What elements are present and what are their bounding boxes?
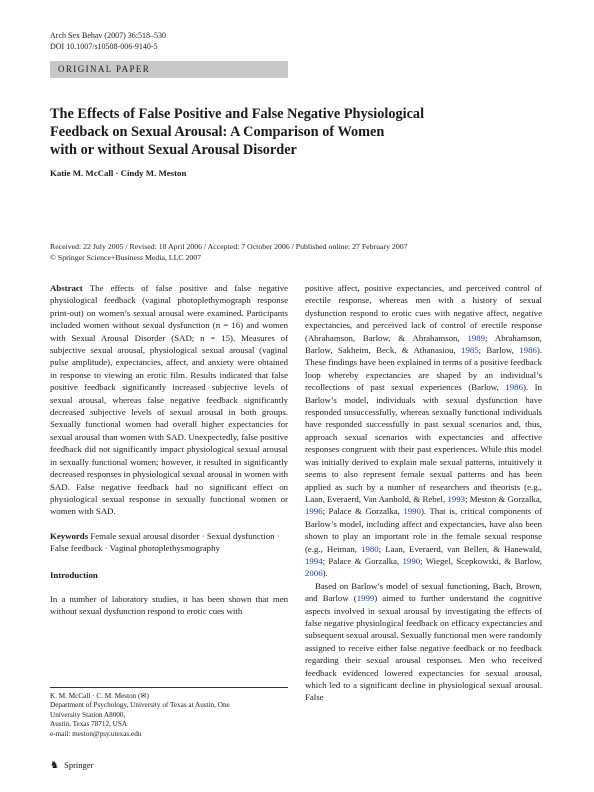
introduction-text-left: In a number of laboratory studies, it has been shown that men without sexual dysfunction respond to erotic cues with bbox=[50, 593, 288, 617]
journal-meta bbox=[50, 30, 166, 52]
author-affiliation bbox=[50, 692, 230, 739]
section-label: ORIGINAL PAPER bbox=[58, 64, 151, 74]
abstract-label: Abstract bbox=[50, 283, 83, 293]
title-line-3: with or without Sexual Arousal Disorder bbox=[50, 142, 297, 158]
paper-title bbox=[50, 105, 510, 159]
title-line-1: The Effects of False Positive and False Negative Physiological bbox=[50, 106, 425, 122]
doi: DOI 10.1007/s10508-006-9140-5 bbox=[50, 42, 158, 51]
citation-link[interactable]: 2006 bbox=[305, 568, 323, 579]
received-dates: Received: 22 July 2005 / Revised: 18 April 2006 / Accepted: 7 October 2006 / Published online: 27 February 2007 bbox=[50, 242, 408, 251]
citation-link[interactable]: 1994 bbox=[305, 555, 323, 566]
city: Austin, Texas 78712, USA bbox=[50, 720, 128, 729]
citation-link[interactable]: 1980 bbox=[361, 543, 379, 554]
citation-link[interactable]: 1996 bbox=[305, 506, 323, 517]
corresponding-authors: K. M. McCall · C. M. Meston (✉) bbox=[50, 692, 149, 700]
introduction-heading: Introduction bbox=[50, 569, 98, 580]
left-column bbox=[50, 282, 288, 618]
citation-link[interactable]: 1993 bbox=[447, 493, 466, 504]
publication-dates bbox=[50, 242, 550, 263]
citation-link[interactable]: 1986 bbox=[505, 382, 523, 393]
copyright: © Springer Science+Business Media, LLC 2007 bbox=[50, 252, 202, 262]
authors: Katie M. McCall · Cindy M. Meston bbox=[50, 168, 187, 178]
department: Department of Psychology, University of Texas at Austin, One bbox=[50, 701, 230, 710]
introduction-paragraph-1: positive affect, positive expectancies, and perceived control of erectile response, whereas men with a history of sexual dysfunction respond to erotic cues with negative affect, negative expectancies, and perceived lack of control of erectile response (Abrahamson, Barlow, & Abrahamson, 1989; Abrahamson, Barlow, Sakheim, Beck, & Athanasiou, 1985; Barlow, 1986). These findings have been explained in terms of a positive feedback loop whereby expectancies are shaped by an individual’s recollections of past sexual experiences (Barlow, 1986). In Barlow’s model, individuals with sexual dysfunction have responded unsuccessfully, whereas sexually functional individuals have responded successfully in past sexual scenarios and, thus, approach sexual scenarios with expectancies and affective responses congruent with their past experiences. While this model was initially derived to explain male sexual patterns, intuitively it seems to also represent female sexual patterns and has been applied as such by a number of researchers and theorists (e.g., Laan, Everaerd, Van Aanhold, & Rebel, 1993; Meston & Gorzalka, 1996; Palace & Gorzalka, 1990). That is, critical components of Barlow’s model, including affect and expectancies, have also been shown to play an important role in the female sexual response (e.g., Heiman, 1980; Laan, Everaerd, van Bellen, & Hanewald, 1994; Palace & Gorzalka, 1990; Wiegel, Scepkowski, & Barlow, 2006). bbox=[305, 283, 543, 579]
right-column bbox=[305, 282, 542, 704]
journal-citation: Arch Sex Behav (2007) 36:518–530 bbox=[50, 31, 166, 40]
abstract-text: The effects of false positive and false negative physiological feedback (vaginal photoplethymograph response print-out) on women’s sexual arousal were examined. Participants included women without sexual dysfunction (n = 16) and women with Sexual Arousal Disorder (SAD; n = 15). Measures of subjective sexual arousal, physiological sexual arousal (vaginal pulse amplitude), expectancies, affect, and anxiety were obtained in response to viewing an erotic film. Results indicated that false positive feedback significantly increased subjective levels of sexual arousal, whereas false negative feedback significantly decreased subjective levels of sexual arousal in both groups. Sexually functional women had overall higher expectancies for sexual arousal than women with SAD. Unexpectedly, false positive feedback did not significantly impact physiological sexual arousal in sexually functional women; however, it resulted in significantly decreased responses in physiological sexual arousal in women with SAD. False negative feedback had no significant effect on physiological sexual response in sexually functional women or women with SAD. bbox=[50, 283, 289, 517]
page-footer bbox=[50, 760, 93, 771]
section-label-bar bbox=[50, 61, 288, 78]
citation-link[interactable]: 1989 bbox=[467, 332, 486, 343]
keywords-text: Female sexual arousal disorder · Sexual dysfunction · False feedback · Vaginal photoplethysmography bbox=[50, 530, 280, 554]
publisher-name: Springer bbox=[64, 760, 94, 770]
email[interactable]: e-mail: meston@psy.utexas.edu bbox=[50, 729, 142, 738]
citation-link[interactable]: 1990 bbox=[402, 555, 421, 566]
station: University Station A8000, bbox=[50, 710, 126, 719]
introduction-paragraph-2: Based on Barlow’s model of sexual functioning, Bach, Brown, and Barlow (1999) aimed to further understand the cognitive aspects involved in sexual arousal by investigating the effects of false negative physiological feedback on efficacy expectancies and subsequent sexual arousal. Sexually functional men were randomly assigned to receive either false negative feedback or no feedback regarding their sexual arousal responses. Men who received feedback evidenced lowered expectancies for sexual arousal, which led to a significant decline in physiological sexual arousal. False bbox=[305, 580, 542, 703]
keywords-label: Keywords bbox=[50, 530, 89, 541]
citation-link[interactable]: 1986 bbox=[519, 345, 537, 356]
title-line-2: Feedback on Sexual Arousal: A Comparison of Women bbox=[50, 124, 385, 140]
citation-link[interactable]: 1999 bbox=[356, 593, 375, 604]
springer-horse-icon: ♞ bbox=[50, 760, 59, 771]
citation-link[interactable]: 1985 bbox=[461, 345, 479, 356]
abstract bbox=[50, 282, 288, 518]
keywords bbox=[50, 530, 288, 555]
citation-link[interactable]: 1990 bbox=[403, 506, 421, 517]
footnote-divider bbox=[50, 687, 288, 688]
